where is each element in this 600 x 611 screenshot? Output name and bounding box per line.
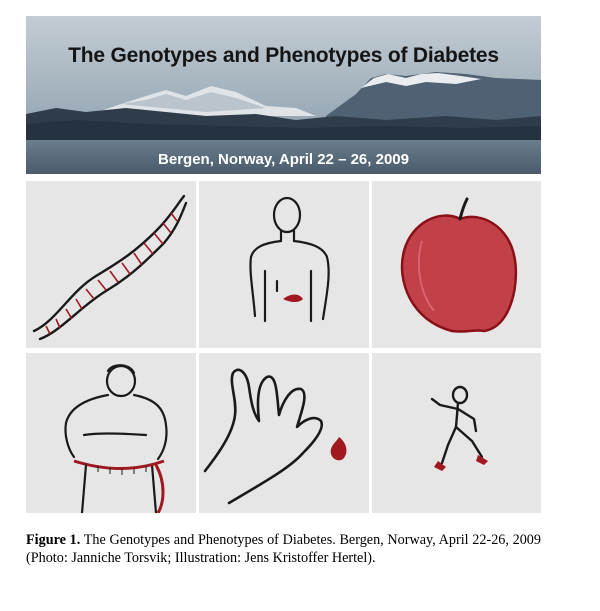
figure-label: Figure 1. (26, 532, 81, 548)
torso-panel (199, 181, 369, 348)
runner-panel (372, 353, 541, 513)
waist-measuring-tape-icon (26, 353, 196, 513)
conference-banner (26, 16, 541, 174)
figure-caption (26, 531, 541, 567)
hand-panel (199, 353, 369, 513)
banner-subtitle: Bergen, Norway, April 22 – 26, 2009 (158, 151, 409, 168)
torso-pancreas-icon (199, 181, 369, 348)
caption-text: The Genotypes and Phenotypes of Diabetes. Bergen, Norway, April 22-26, 2009 (Photo: Janniche Torsvik; Illustration: Jens Kristoffer Hertel). (26, 532, 541, 566)
banner-title: The Genotypes and Phenotypes of Diabetes (68, 44, 499, 67)
dna-helix-icon (26, 181, 196, 348)
hand-blood-drop-icon (199, 353, 369, 513)
waist-panel (26, 353, 196, 513)
running-person-icon (372, 353, 541, 513)
apple-panel (372, 181, 541, 348)
apple-icon (372, 181, 541, 348)
dna-panel (26, 181, 196, 348)
